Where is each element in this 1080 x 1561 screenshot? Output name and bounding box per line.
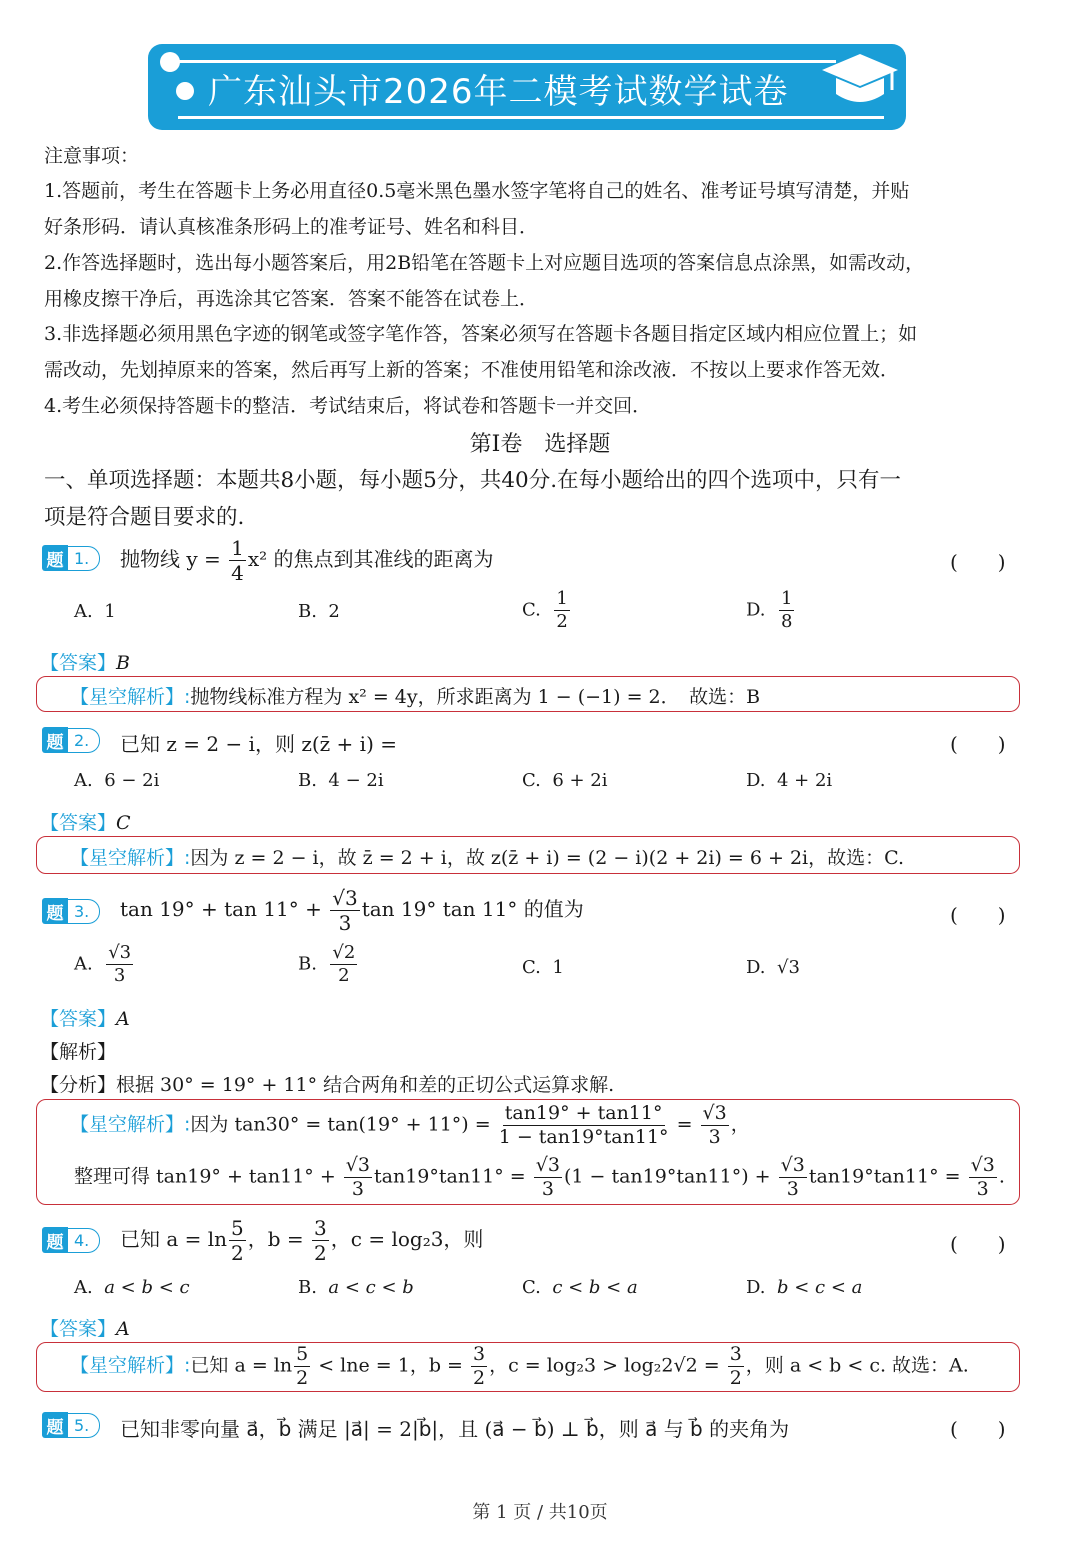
analysis-text: 整理可得 tan19° + tan11° + $\frac{√3}{3}$ tan19°tan11° = $\frac{√3}{3}$ (1 − tan19°tan11°) + $\frac{√3}{3}$ tan19°tan11° = $\frac{√3}{3}$ . [74, 1154, 1005, 1200]
answer-parens: ( ) [950, 550, 1006, 574]
option-a: A. a < b < c [74, 1277, 190, 1298]
banner-dot-icon [176, 82, 194, 100]
analysis-text: 【星空解析】:抛物线标准方程为 x² = 4y，所求距离为 1 − (−1) = 2． 故选：B [70, 686, 761, 708]
option-b: B. a < c < b [298, 1277, 414, 1298]
notice-heading: 注意事项： [44, 145, 140, 167]
notice-line: 用橡皮擦干净后，再选涂其它答案．答案不能答在试卷上． [44, 288, 539, 310]
option-a: A. 1 [74, 601, 116, 622]
analysis-text: 【星空解析】:已知 a = ln $\frac{5}{2}$ < lne = 1，b = $\frac{3}{2}$ ，c = log₂3 > log₂2√2 = $\frac{3}{2}$ ，则 a < b < c. 故选：A. [70, 1343, 969, 1389]
option-c: C. 6 + 2i [522, 770, 608, 791]
question-tag: 题 1. [42, 545, 100, 571]
section-title: 第Ⅰ卷 选择题 [469, 432, 611, 457]
question-stem: tan 19° + tan 11° + $\frac{√3}{3}$ tan 19° tan 11° 的值为 [120, 886, 584, 935]
banner-divider [178, 116, 884, 119]
option-d: D. √3 [746, 957, 800, 978]
answer-parens: ( ) [950, 732, 1006, 756]
answer-line: 【答案】C [40, 812, 131, 834]
part-one-instruction: 一、单项选择题：本题共8小题，每小题5分，共40分.在每小题给出的四个选项中，只有一 [44, 468, 902, 493]
question-tag: 题 5. [42, 1412, 100, 1438]
question-tag: 题 2. [42, 727, 100, 753]
answer-parens: ( ) [950, 1232, 1006, 1256]
notice-line: 4.考生必须保持答题卡的整洁．考试结束后，将试卷和答题卡一并交回． [44, 395, 652, 417]
question-tag: 题 4. [42, 1227, 100, 1253]
answer-line: 【答案】B [40, 652, 130, 674]
option-c: C. c < b < a [522, 1277, 638, 1298]
option-d: D. $\frac{1}{8}$ [746, 588, 793, 632]
notice-line: 好条形码．请认真核准条形码上的准考证号、姓名和科目． [44, 216, 539, 238]
question-stem: 抛物线 y = $\frac{1}{4}$ x² 的焦点到其准线的距离为 [120, 536, 494, 585]
title-banner [148, 44, 906, 130]
notice-line: 2.作答选择题时，选出每小题答案后，用2B铅笔在答题卡上对应题目选项的答案信息点涂黑，如需改动， [44, 252, 925, 274]
answer-line: 【答案】A [40, 1318, 130, 1340]
answer-line: 【答案】A [40, 1008, 130, 1030]
option-b: B. 4 − 2i [298, 770, 384, 791]
question-stem: 已知 z = 2 − i，则 z(z̄ + i) = [120, 732, 397, 756]
banner-divider [176, 60, 836, 63]
option-d: D. 4 + 2i [746, 770, 833, 791]
analysis-text: 【星空解析】:因为 z = 2 − i，故 z̄ = 2 + i，故 z(z̄ + i) = (2 − i)(2 + 2i) = 6 + 2i，故选：C. [70, 847, 905, 869]
notice-line: 3.非选择题必须用黑色字迹的钢笔或签字笔作答，答案必须写在答题卡各题目指定区域内相应位置上；如 [44, 323, 918, 345]
option-c: C. 1 [522, 957, 564, 978]
question-stem: 已知非零向量 a⃗，b⃗ 满足 |a⃗| = 2|b⃗|，且 (a⃗ − b⃗) ⊥ b⃗，则 a⃗ 与 b⃗ 的夹角为 [120, 1417, 790, 1441]
question-tag: 题 3. [42, 898, 100, 924]
option-b: B. 2 [298, 601, 340, 622]
jiexi-label: 【解析】 [40, 1041, 117, 1063]
answer-parens: ( ) [950, 1417, 1006, 1441]
part-one-instruction: 项是符合题目要求的. [44, 505, 245, 530]
option-a: A. $\frac{√3}{3}$ [74, 942, 132, 986]
option-d: D. b < c < a [746, 1277, 863, 1298]
option-a: A. 6 − 2i [74, 770, 160, 791]
fenxi-line: 【分析】根据 30° = 19° + 11° 结合两角和差的正切公式运算求解. [40, 1074, 615, 1096]
page-title: 广东汕头市2026年二模考试数学试卷 [208, 72, 789, 112]
question-stem: 已知 a = ln $\frac{5}{2}$ ，b = $\frac{3}{2}$ ，c = log₂3，则 [120, 1216, 484, 1265]
notice-line: 需改动，先划掉原来的答案，然后再写上新的答案；不准使用铅笔和涂改液．不按以上要求作答无效． [44, 359, 900, 381]
page-footer: 第 1 页 / 共10页 [472, 1502, 608, 1523]
option-b: B. $\frac{√2}{2}$ [298, 942, 356, 986]
graduation-cap-icon [820, 50, 900, 114]
notice-line: 1.答题前，考生在答题卡上务必用直径0.5毫米黑色墨水签字笔将自己的姓名、准考证号填写清楚，并贴 [44, 180, 910, 202]
analysis-text: 【星空解析】:因为 tan30° = tan(19° + 11°) = $\frac{\tan 19^\circ + \tan 11^\circ}{1 - \tan 19^\circ\tan 11^\circ}$ = $\frac{√3}{3}$ ， [70, 1102, 750, 1148]
option-c: C. $\frac{1}{2}$ [522, 588, 568, 632]
answer-parens: ( ) [950, 903, 1006, 927]
